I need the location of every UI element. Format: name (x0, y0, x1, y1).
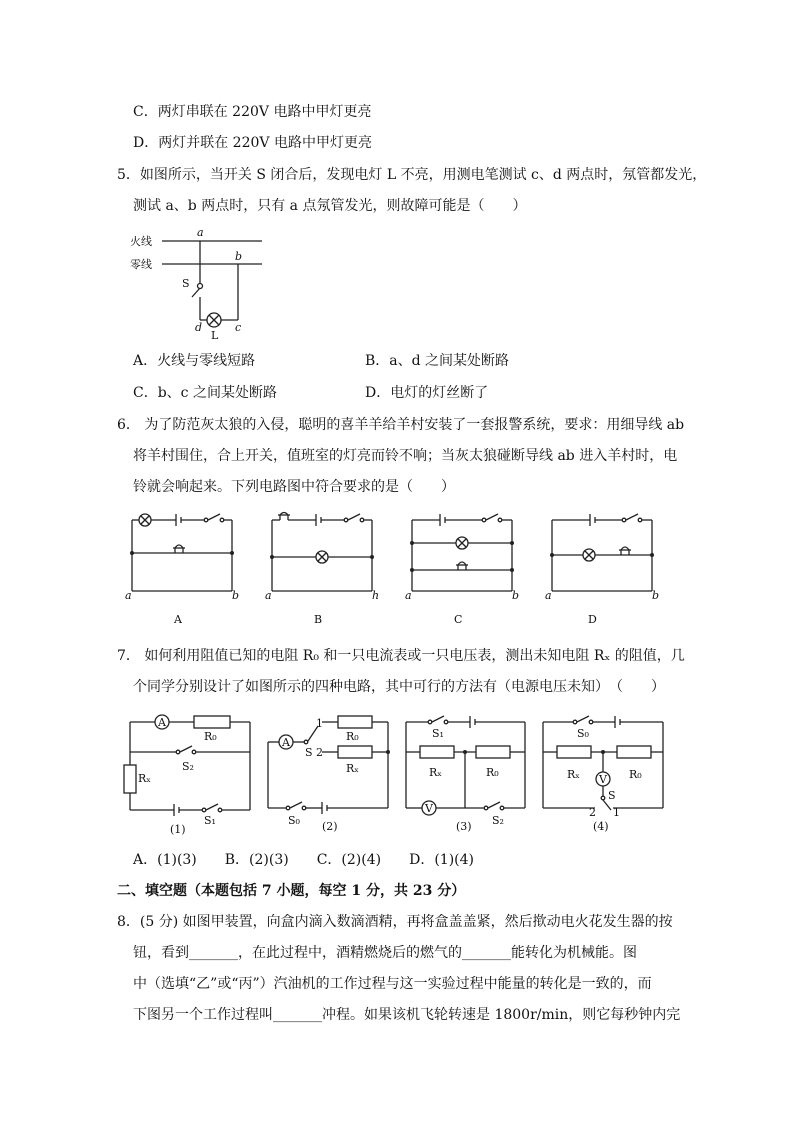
q6a-end-b: b (232, 589, 240, 602)
q7c1-s2-label: S₂ (182, 760, 194, 773)
q7c4-rx-label: Rₓ (567, 768, 580, 781)
q6-stem-line2: 将羊村围住，合上开关，值班室的灯亮而铃不响；当灰太狼碰断导线 ab 进入羊村时，电 (133, 448, 678, 464)
q7c3-caption: (3) (456, 820, 472, 833)
q7c2-s0-label: S₀ (288, 814, 300, 827)
q6c-end-a: a (405, 589, 412, 602)
q5-stem-line1: 5．如图所示，当开关 S 闭合后，发现电灯 L 不亮，用测电笔测试 c、d 两点时，氖管都发光， (117, 167, 707, 183)
q5-option-b: B．a、d 之间某处断路 (365, 353, 510, 369)
q5-option-d: D．电灯的灯丝断了 (365, 385, 489, 401)
q7c1-ammeter-label: A (158, 716, 166, 729)
q7c2-rx-resistor (338, 746, 372, 758)
q7c3-s1-label: S₁ (432, 727, 444, 740)
q7c4-r0-label: R₀ (629, 768, 642, 781)
q7c3-r0-resistor (476, 746, 510, 758)
q7c1-s2-blade (180, 746, 192, 752)
q6-label-b: B (314, 613, 323, 626)
q7c1-r0-resistor (194, 716, 230, 728)
q6-circuit-c (402, 505, 522, 605)
q7c4-contact1-label: 1 (613, 806, 620, 819)
q7c2-contact1-label: 1 (316, 717, 323, 730)
q6c-end-b: b (512, 589, 520, 602)
q6-circuit-a (122, 505, 242, 605)
q5-switch-label: S (182, 277, 190, 290)
q7-circuit-2 (258, 710, 398, 840)
q7-stem-line1: 7． 如何利用阻值已知的电阻 R₀ 和一只电流表或一只电压表，测出未知电阻 Rₓ 的阻值，几 (117, 648, 685, 664)
q6d-end-a: a (545, 589, 552, 602)
q5-switch-pivot (198, 284, 203, 289)
q7c3-rx-label: Rₓ (429, 766, 442, 779)
q7c4-rx-resistor (557, 746, 591, 758)
q7c4-s0-label: S₀ (577, 727, 589, 740)
q7c4-switch-pivot (601, 796, 605, 800)
q6-label-d: D (588, 613, 597, 626)
q5-circuit-diagram (125, 225, 275, 345)
q5-lamp-label: L (211, 329, 219, 342)
q6d-switch-blade (626, 514, 638, 520)
q7c1-s1-label: S₁ (204, 814, 216, 827)
q8-stem-line1: 8．(5 分) 如图甲装置，向盒内滴入数滴酒精，再将盒盖盖紧，然后揿动电火花发生器的按 (117, 914, 673, 930)
q6a-bell-icon (175, 545, 183, 553)
q7c4-contact2-label: 2 (589, 806, 596, 819)
q6-label-c: C (454, 613, 463, 626)
q5-label-neutral: 零线 (130, 258, 152, 271)
q7c2-contact2-label: 2 (316, 746, 323, 759)
q7c1-r0-label: R₀ (204, 730, 217, 743)
q6c-switch-blade (486, 514, 498, 520)
q7c2-r0-label: R₀ (346, 730, 359, 743)
q6-stem-line1: 6． 为了防范灰太狼的入侵，聪明的喜羊羊给羊村安装了一套报警系统，要求：用细导线 ab (117, 417, 685, 433)
q7c1-rx-label: Rₓ (138, 772, 151, 785)
q6d-end-b: b (652, 589, 660, 602)
q7c3-r0-label: R₀ (486, 766, 499, 779)
q7c2-ammeter-label: A (282, 736, 290, 749)
q7c3-rx-resistor (420, 746, 454, 758)
q4-option-c: C．两灯串联在 220V 电路中甲灯更亮 (133, 104, 372, 120)
q7c2-r0-resistor (338, 716, 372, 728)
q5-stem-line2: 测试 a、b 两点时，只有 a 点氖管发光，则故障可能是（ ） (133, 198, 527, 214)
q6c-bell-icon (458, 562, 466, 570)
q7c4-r0-resistor (617, 746, 651, 758)
q6-circuit-d (542, 505, 662, 605)
q7c1-caption: (1) (170, 823, 186, 836)
section-2-heading: 二、填空题（本题包括 7 小题，每空 1 分，共 23 分） (117, 883, 466, 899)
q7c4-s-label: S (608, 789, 616, 802)
q7c4-s0-blade (577, 716, 589, 722)
q5-point-b-label: b (235, 250, 243, 263)
q6-label-a: A (174, 613, 182, 626)
q7c2-rx-label: Rₓ (346, 762, 359, 775)
q7c2-caption: (2) (322, 820, 338, 833)
q8-stem-line3: 中（选填“乙”或“丙”）汽油机的工作过程与这一实验过程中能量的转化是一致的，而 (133, 976, 652, 992)
q7c2-switch-pivot (304, 740, 308, 744)
q5-label-live: 火线 (130, 235, 152, 248)
q5-point-c-label: c (235, 321, 242, 334)
q7c1-s1-blade (206, 804, 218, 810)
q6b-end-a: a (265, 589, 272, 602)
q6b-bell-icon (280, 513, 288, 521)
q6a-end-a: a (125, 589, 132, 602)
q7c3-s1-blade (432, 716, 444, 722)
q7c3-s2-label: S₂ (492, 814, 504, 827)
q6b-end-h: h (372, 589, 380, 602)
q7-circuit-3 (398, 710, 533, 840)
q4-option-d: D．两灯并联在 220V 电路中甲灯更亮 (133, 135, 372, 151)
q7c2-s0-blade (290, 802, 302, 808)
q7c4-caption: (4) (593, 820, 609, 833)
q7c1-rx-resistor (124, 765, 136, 793)
q6b-switch-blade (348, 514, 360, 520)
q5-point-a-label: a (197, 226, 204, 239)
q7-circuit-1 (118, 710, 258, 840)
q8-stem-line2: 钮，看到_______，在此过程中，酒精燃烧后的燃气的_______能转化为机械能。图 (133, 945, 637, 961)
q6-circuit-b (262, 505, 382, 605)
q7-stem-line2: 个同学分别设计了如图所示的四种电路，其中可行的方法有（电源电压未知） （ ） (133, 679, 665, 695)
q7c3-voltmeter-label: V (425, 802, 433, 815)
q5-point-d-label: d (195, 321, 203, 334)
q6a-switch-blade (208, 514, 220, 520)
q7c2-s-label: S (305, 746, 313, 759)
q7-options: A．(1)(3) B．(2)(3) C．(2)(4) D．(1)(4) (133, 852, 474, 868)
q6-stem-line3: 铃就会响起来。下列电路图中符合要求的是（ ） (133, 479, 455, 495)
q6d-bell-icon (621, 547, 629, 555)
q5-switch-blade (192, 288, 200, 297)
q7c3-s2-blade (488, 802, 500, 808)
q7c4-voltmeter-label: V (599, 773, 607, 786)
q5-option-a: A．火线与零线短路 (133, 353, 256, 369)
q5-option-c: C．b、c 之间某处断路 (133, 385, 277, 401)
q7-circuit-4 (535, 710, 675, 840)
q8-stem-line4: 下图另一个工作过程叫_______冲程。如果该机飞轮转速是 1800r/min，则它每秒钟内完 (133, 1007, 681, 1023)
